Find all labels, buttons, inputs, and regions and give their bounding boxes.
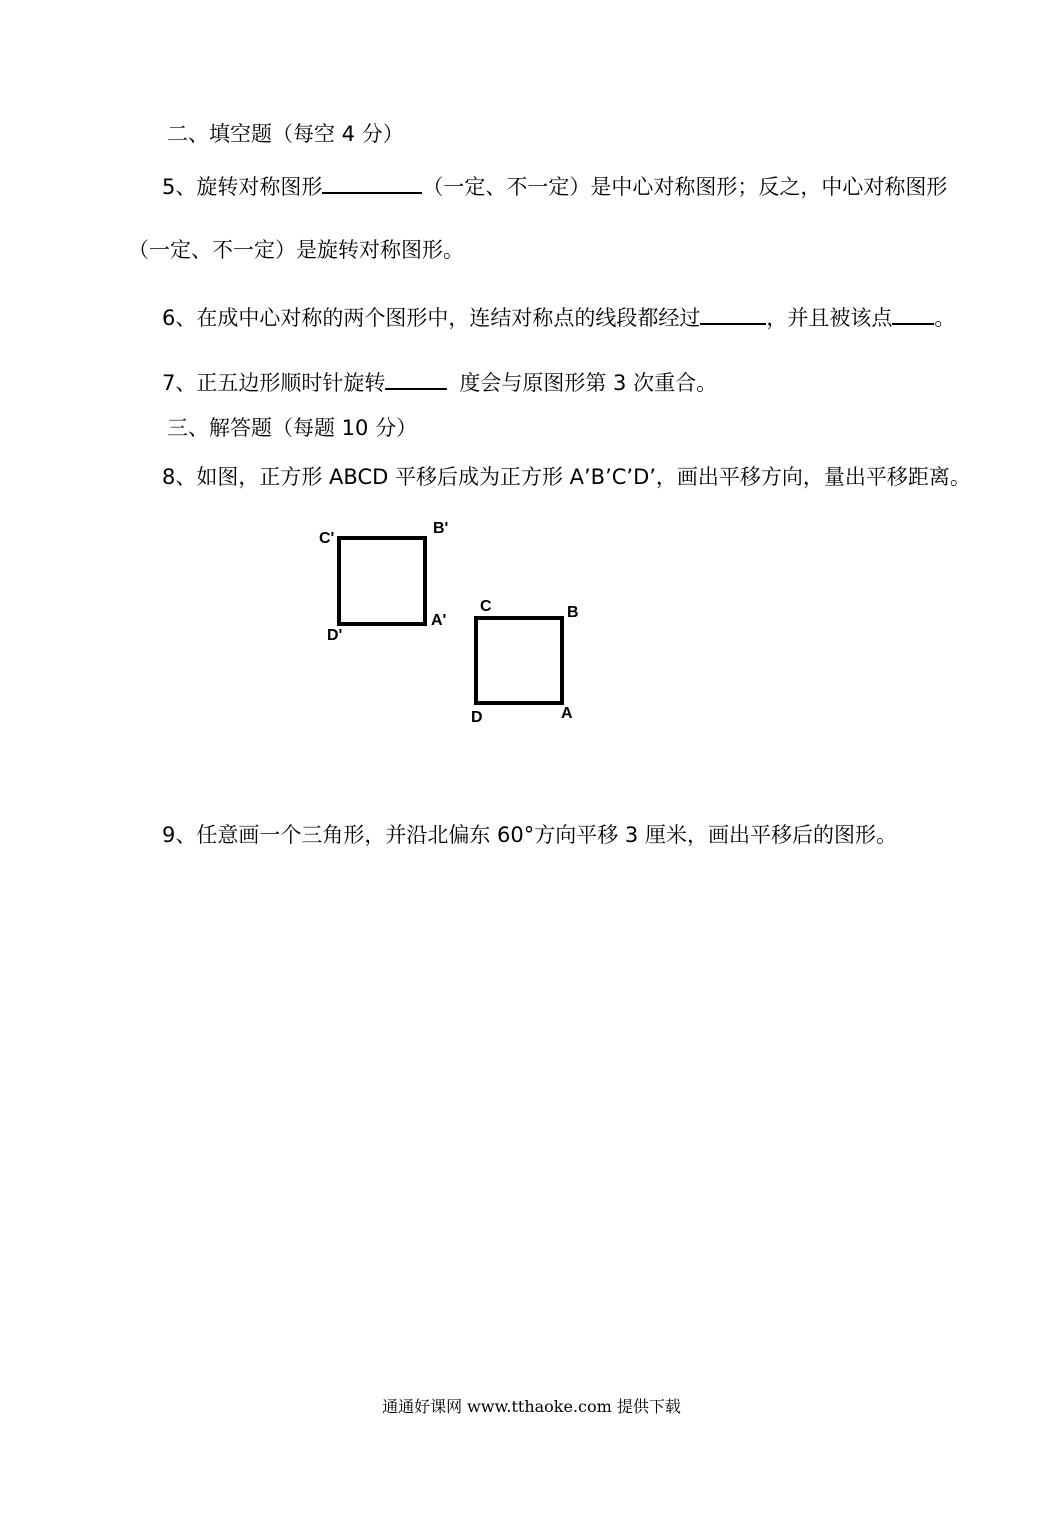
footer-text: 通通好课网 www.tthaoke.com 提供下载 — [382, 1397, 681, 1416]
label-c-prime: C' — [319, 530, 335, 547]
question-9: 9、任意画一个三角形，并沿北偏东 60°方向平移 3 厘米，画出平移后的图形。 — [162, 823, 897, 847]
answer-blank[interactable] — [700, 305, 766, 325]
question-7 — [162, 370, 717, 394]
label-d-prime: D' — [327, 627, 343, 644]
question-6-text-b: ，并且被该点 — [766, 306, 893, 330]
square-a-prime-b-prime-c-prime-d-prime — [339, 538, 425, 624]
label-d: D — [471, 709, 483, 726]
label-a-prime: A' — [431, 612, 447, 629]
label-c: C — [480, 598, 492, 615]
question-7-text-a: 7、正五边形顺时针旋转 — [162, 371, 386, 395]
question-8: 8、如图，正方形 ABCD 平移后成为正方形 A’B’C’D’，画出平移方向，量出平移距离。 — [162, 465, 971, 489]
answer-blank[interactable] — [385, 370, 447, 390]
question-5-line-2 — [128, 240, 464, 261]
question-6-text-a: 6、在成中心对称的两个图形中，连结对称点的线段都经过 — [162, 306, 701, 330]
answer-blank[interactable] — [322, 174, 422, 194]
question-5-text-b: （一定、不一定）是中心对称图形；反之，中心对称图形 — [422, 175, 948, 199]
answer-blank[interactable] — [892, 305, 934, 325]
section-3-title: 三、解答题（每题 10 分） — [167, 416, 418, 440]
square-abcd — [476, 618, 562, 703]
section-2-title: 二、填空题（每空 4 分） — [167, 122, 404, 146]
translation-figure — [310, 512, 630, 732]
question-5-text-a: 5、旋转对称图形 — [162, 175, 323, 199]
label-b: B — [567, 604, 579, 621]
question-6 — [162, 305, 955, 329]
label-b-prime: B' — [433, 520, 449, 537]
question-5-text-c: （一定、不一定）是旋转对称图形。 — [128, 238, 464, 262]
question-5-line-1 — [162, 174, 947, 198]
question-6-text-c: 。 — [934, 306, 956, 330]
question-7-text-b: 度会与原图形第 3 次重合。 — [459, 371, 718, 395]
label-a: A — [561, 705, 573, 722]
